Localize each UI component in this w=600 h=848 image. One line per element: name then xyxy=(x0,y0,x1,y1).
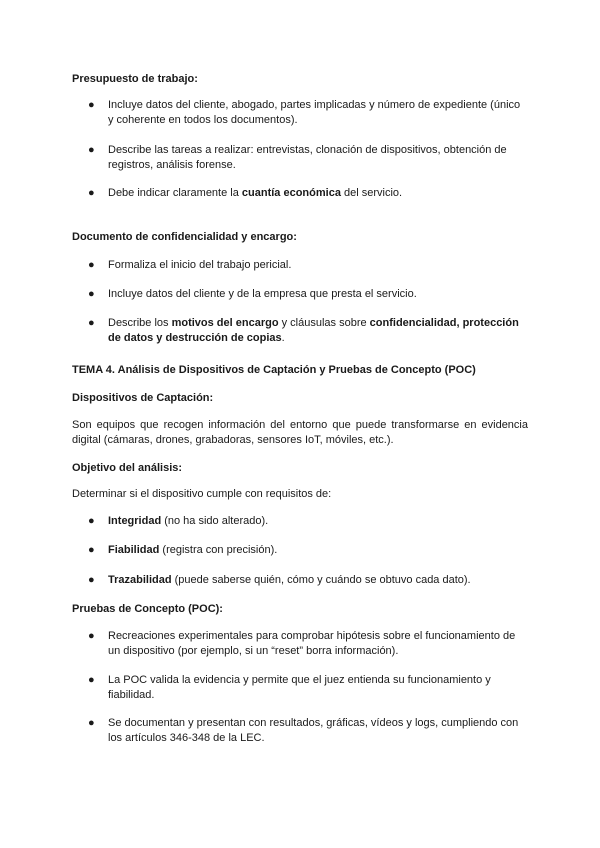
list-item xyxy=(88,673,528,703)
poc-heading: Pruebas de Concepto (POC): xyxy=(72,603,223,615)
list-item-text: Debe indicar claramente la cuantía económica del servicio. xyxy=(108,187,403,199)
bullet-icon: ● xyxy=(88,717,95,729)
bullet-icon: ● xyxy=(88,674,95,686)
list-item-text: Recreaciones experimentales para comprobar hipótesis sobre el funcionamiento de un dispositivo (por ejemplo, si un “reset” borra información). xyxy=(108,630,516,657)
list-item-text: Integridad (no ha sido alterado). xyxy=(108,515,269,527)
list-item-text: Describe los motivos del encargo y cláusulas sobre confidencialidad, protección de datos y destrucción de copias. xyxy=(108,317,519,344)
bullet-icon: ● xyxy=(88,515,95,527)
list-item xyxy=(88,316,528,346)
list-item xyxy=(88,258,528,273)
bullet-icon: ● xyxy=(88,544,95,556)
list-item-text: La POC valida la evidencia y permite que el juez entienda su funcionamiento y fiabilidad. xyxy=(108,674,491,701)
list-item xyxy=(88,629,528,659)
chapter-title: TEMA 4. Análisis de Dispositivos de Captación y Pruebas de Concepto (POC) xyxy=(72,364,476,376)
list-item xyxy=(88,98,528,128)
list-item xyxy=(88,716,528,746)
list-item-text: Incluye datos del cliente, abogado, partes implicadas y número de expediente (único y coherente en todos los documentos). xyxy=(108,99,521,126)
bullet-icon: ● xyxy=(88,187,95,199)
confidentiality-heading: Documento de confidencialidad y encargo: xyxy=(72,231,297,243)
emphasis-text: cuantía económica xyxy=(241,187,341,199)
list-item xyxy=(88,143,528,173)
list-item-text: Incluye datos del cliente y de la empresa que presta el servicio. xyxy=(108,288,417,300)
bullet-icon: ● xyxy=(88,288,95,300)
list-item xyxy=(88,186,528,201)
bullet-icon: ● xyxy=(88,574,95,586)
objective-heading: Objetivo del análisis: xyxy=(72,462,183,474)
list-item-text: Se documentan y presentan con resultados, gráficas, vídeos y logs, cumpliendo con los artículos 346-348 de la LEC. xyxy=(108,717,519,744)
budget-heading: Presupuesto de trabajo: xyxy=(72,73,198,85)
bullet-icon: ● xyxy=(88,630,95,642)
bullet-icon: ● xyxy=(88,144,95,156)
list-item xyxy=(88,543,528,558)
list-item-text: Fiabilidad (registra con precisión). xyxy=(108,544,278,556)
list-item xyxy=(88,573,528,588)
list-item-text: Trazabilidad (puede saberse quién, cómo y cuándo se obtuvo cada dato). xyxy=(108,574,471,586)
bullet-icon: ● xyxy=(88,259,95,271)
bullet-icon: ● xyxy=(88,99,95,111)
capture-heading: Dispositivos de Captación: xyxy=(72,392,214,404)
list-item xyxy=(88,514,528,529)
list-item xyxy=(88,287,528,302)
objective-paragraph: Determinar si el dispositivo cumple con requisitos de: xyxy=(72,488,332,500)
capture-paragraph: Son equipos que recogen información del entorno que puede transformarse en evidencia digital (cámaras, drones, grabadoras, sensores IoT, móviles, etc.). xyxy=(72,419,528,446)
list-item-text: Describe las tareas a realizar: entrevistas, clonación de dispositivos, obtención de registros, análisis forense. xyxy=(108,144,507,171)
list-item-text: Formaliza el inicio del trabajo pericial. xyxy=(108,259,292,271)
bullet-icon: ● xyxy=(88,317,95,329)
